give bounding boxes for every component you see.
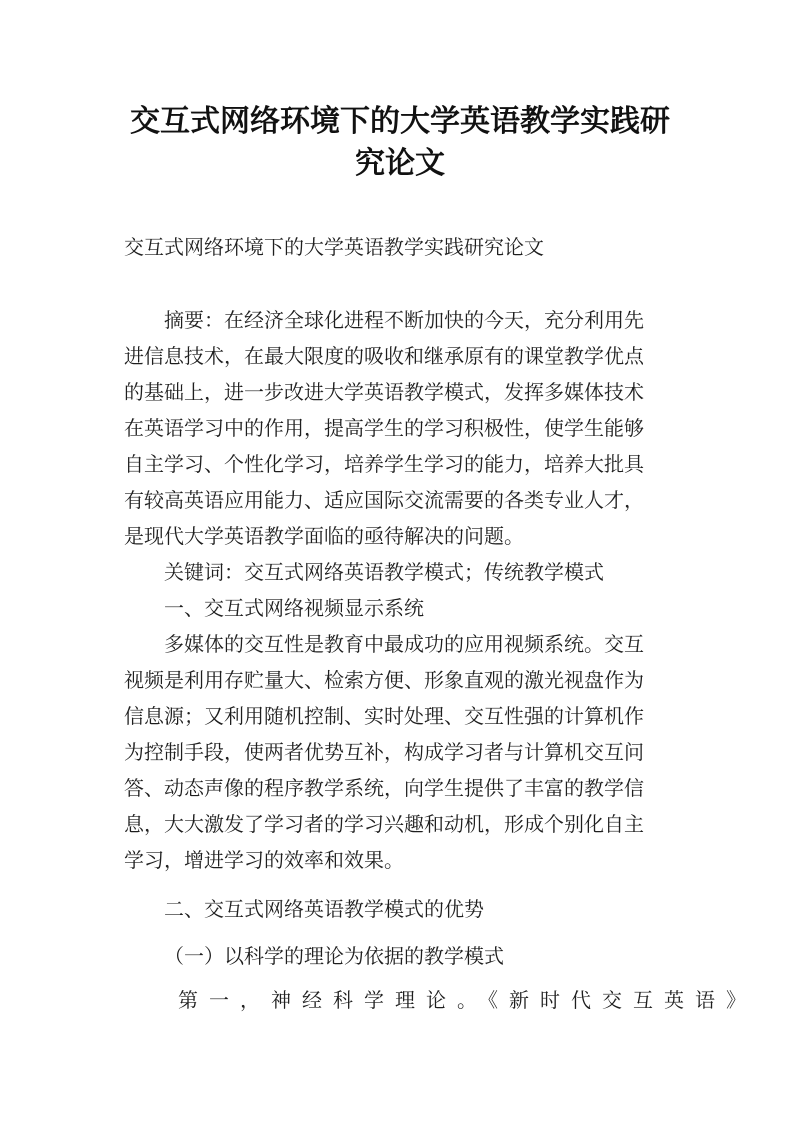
- body-line: 答、动态声像的程序教学系统，向学生提供了丰富的教学信: [124, 776, 644, 800]
- abstract-line: 的基础上，进一步改进大学英语教学模式，发挥多媒体技术: [124, 380, 644, 404]
- abstract-line: 在英语学习中的作用，提高学生的学习积极性，使学生能够: [124, 416, 644, 440]
- abstract-line: 自主学习、个性化学习，培养学生学习的能力，培养大批具: [124, 452, 644, 476]
- subsection-heading: （一）以科学的理论为依据的教学模式: [164, 944, 504, 968]
- section-heading-2: 二、交互式网络英语教学模式的优势: [164, 897, 484, 921]
- body-line: 为控制手段，使两者优势互补，构成学习者与计算机交互问: [124, 740, 644, 764]
- document-subtitle: 交互式网络环境下的大学英语教学实践研究论文: [124, 235, 544, 259]
- document-title-line-2: 究论文: [355, 146, 445, 181]
- document-title-line-1: 交互式网络环境下的大学英语教学实践研: [130, 104, 670, 139]
- section-heading-1: 一、交互式网络视频显示系统: [164, 596, 424, 620]
- abstract-line: 进信息技术，在最大限度的吸收和继承原有的课堂教学优点: [124, 344, 644, 368]
- body-line: 学习，增进学习的效率和效果。: [124, 848, 404, 872]
- abstract-line: 是现代大学英语教学面临的亟待解决的问题。: [124, 524, 524, 548]
- body-line: 信息源；又利用随机控制、实时处理、交互性强的计算机作: [124, 704, 644, 728]
- body-line: 息，大大激发了学习者的学习兴趣和动机，形成个别化自主: [124, 812, 644, 836]
- abstract-line: 有较高英语应用能力、适应国际交流需要的各类专业人才，: [124, 488, 644, 512]
- body-line: 视频是利用存贮量大、检索方便、形象直观的激光视盘作为: [124, 668, 644, 692]
- body-line: 多媒体的交互性是教育中最成功的应用视频系统。交互: [164, 632, 644, 656]
- keywords-line: 关键词：交互式网络英语教学模式；传统教学模式: [164, 560, 604, 584]
- body-line: 第一，神经科学理论。《新时代交互英语》: [178, 988, 757, 1012]
- abstract-line: 摘要：在经济全球化进程不断加快的今天，充分利用先: [164, 308, 644, 332]
